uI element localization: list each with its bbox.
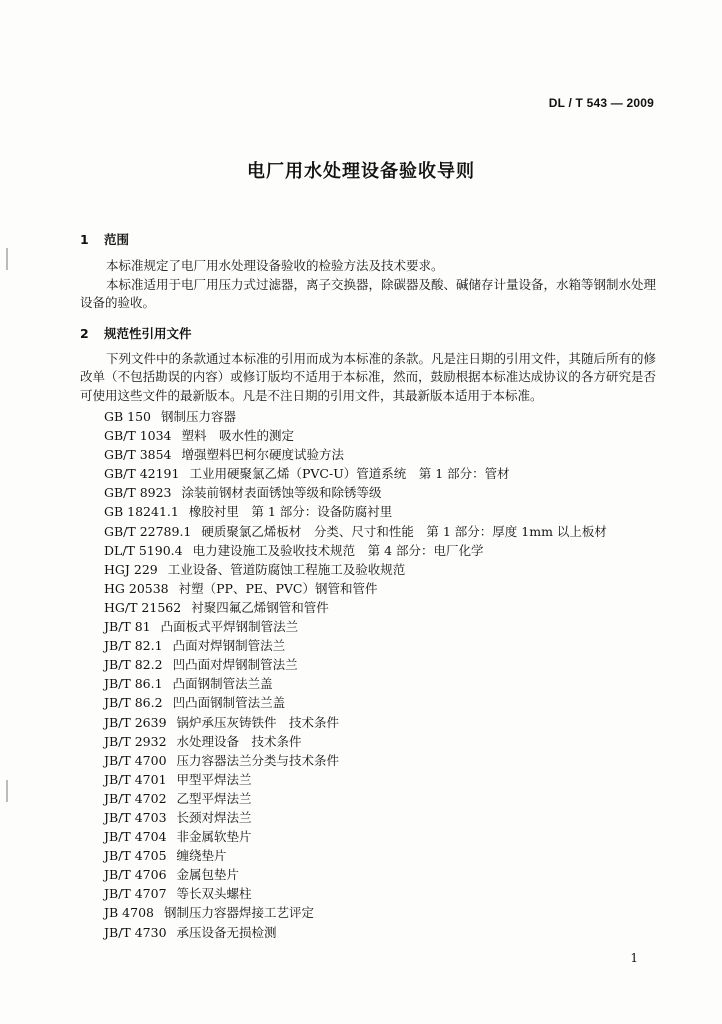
reference-code: JB/T 86.1: [104, 676, 163, 692]
reference-title: 衬塑（PP、PE、PVC）钢管和管件: [178, 580, 378, 596]
reference-code: GB/T 42191: [104, 466, 180, 482]
reference-item: [104, 732, 607, 751]
reference-title: 工业设备、管道防腐蚀工程施工及验收规范: [167, 561, 406, 577]
reference-code: JB/T 82.2: [104, 657, 163, 673]
section-title: 范围: [104, 232, 130, 247]
reference-item: [104, 751, 607, 770]
reference-title: 缠绕垫片: [176, 848, 227, 864]
reference-code: GB 150: [104, 409, 152, 424]
reference-code: JB/T 4705: [104, 848, 167, 864]
reference-item: [104, 923, 607, 942]
reference-item: [104, 846, 607, 865]
reference-item: [104, 903, 607, 922]
section-title: 规范性引用文件: [104, 326, 192, 341]
reference-title: 衬聚四氟乙烯钢管和管件: [191, 599, 329, 615]
reference-item: [104, 579, 607, 598]
reference-title: 工业用硬聚氯乙烯（PVC-U）管道系统 第 1 部分：管材: [189, 466, 510, 482]
reference-item: [104, 483, 607, 502]
reference-title: 承压设备无损检测: [176, 924, 277, 940]
paragraph: 本标准适用于电厂用压力式过滤器，离子交换器，除碳器及酸、碱储存计量设备，水箱等钢制水处理设备的验收。: [80, 276, 657, 310]
reference-title: 凹凸面钢制管法兰盖: [172, 695, 286, 711]
section-heading-references: [80, 324, 192, 342]
document-code: DL / T 543 — 2009: [548, 96, 654, 110]
reference-code: JB/T 4706: [104, 867, 167, 883]
reference-item: [104, 598, 607, 617]
reference-title: 水处理设备 技术条件: [176, 733, 302, 749]
reference-item: [104, 789, 607, 808]
reference-title: 钢制压力容器: [161, 409, 237, 424]
reference-item: [104, 617, 607, 636]
reference-code: DL/T 5190.4: [104, 542, 183, 558]
reference-item: [104, 560, 607, 579]
reference-item: [104, 636, 607, 655]
reference-title: 乙型平焊法兰: [176, 790, 252, 806]
reference-title: 凸面对焊钢制管法兰: [172, 638, 286, 654]
reference-title: 凸面板式平焊钢制管法兰: [160, 619, 299, 635]
section-number: 2: [80, 326, 89, 341]
reference-code: JB/T 86.2: [104, 695, 163, 711]
reference-item: [104, 674, 607, 693]
scan-artifact: [6, 780, 8, 802]
reference-item: [104, 884, 607, 903]
section-number: 1: [80, 232, 89, 247]
reference-code: JB 4708: [104, 905, 154, 921]
reference-item: [104, 426, 607, 445]
reference-title: 甲型平焊法兰: [176, 771, 252, 787]
reference-title: 硬质聚氯乙烯板材 分类、尺寸和性能 第 1 部分：厚度 1mm 以上板材: [201, 523, 607, 539]
reference-title: 锅炉承压灰铸铁件 技术条件: [176, 714, 340, 730]
reference-code: JB/T 81: [104, 619, 151, 635]
reference-title: 金属包垫片: [176, 867, 240, 883]
reference-item: [104, 713, 607, 732]
reference-item: [104, 808, 607, 827]
reference-code: GB/T 22789.1: [104, 523, 192, 539]
scan-artifact: [6, 248, 8, 270]
reference-title: 增强塑料巴柯尔硬度试验方法: [181, 447, 345, 463]
reference-code: JB/T 4704: [104, 829, 167, 845]
reference-item: [104, 502, 607, 521]
section-heading-scope: [80, 230, 129, 248]
reference-code: GB/T 1034: [104, 428, 172, 444]
reference-title: 橡胶衬里 第 1 部分：设备防腐衬里: [188, 504, 393, 520]
reference-title: 非金属软垫片: [176, 829, 252, 845]
reference-item: [104, 865, 607, 884]
reference-title: 凹凸面对焊钢制管法兰: [172, 657, 298, 673]
page-number: 1: [630, 951, 638, 965]
reference-item: [104, 407, 607, 426]
reference-code: JB/T 4702: [104, 790, 167, 806]
reference-title: 等长双头螺柱: [176, 886, 252, 902]
reference-item: [104, 770, 607, 789]
reference-code: HGJ 229: [104, 561, 158, 577]
reference-item: [104, 541, 607, 560]
reference-item: [104, 522, 607, 541]
reference-code: JB/T 82.1: [104, 638, 163, 654]
reference-code: JB/T 4730: [104, 924, 167, 940]
reference-title: 凸面钢制管法兰盖: [172, 676, 273, 692]
paragraph: 本标准规定了电厂用水处理设备验收的检验方法及技术要求。: [106, 257, 444, 273]
reference-item: [104, 827, 607, 846]
reference-code: GB 18241.1: [104, 504, 179, 520]
paragraph: 下列文件中的条款通过本标准的引用而成为本标准的条款。凡是注日期的引用文件，其随后所有的修改单（不包括勘误的内容）或修订版均不适用于本标准，然而，鼓励根据本标准达成协议的各方研究是否可使用这些文件的最新版本。凡是不注日期的引用文件，其最新版本适用于本标准。: [80, 350, 657, 403]
reference-code: JB/T 2932: [104, 733, 167, 749]
reference-title: 压力容器法兰分类与技术条件: [176, 752, 340, 768]
reference-code: JB/T 4703: [104, 809, 167, 825]
reference-title: 塑料 吸水性的测定: [181, 428, 295, 444]
reference-code: GB/T 3854: [104, 447, 172, 463]
reference-item: [104, 655, 607, 674]
reference-code: HG 20538: [104, 580, 169, 596]
reference-code: JB/T 4701: [104, 771, 167, 787]
reference-item: [104, 693, 607, 712]
reference-code: JB/T 2639: [104, 714, 167, 730]
reference-title: 钢制压力容器焊接工艺评定: [163, 905, 314, 921]
reference-title: 涂装前钢材表面锈蚀等级和除锈等级: [181, 485, 382, 501]
reference-item: [104, 445, 607, 464]
document-title: 电厂用水处理设备验收导则: [247, 161, 475, 182]
reference-list: [104, 407, 607, 942]
reference-title: 电力建设施工及验收技术规范 第 4 部分：电厂化学: [192, 542, 484, 558]
reference-code: JB/T 4700: [104, 752, 167, 768]
reference-code: GB/T 8923: [104, 485, 172, 501]
reference-title: 长颈对焊法兰: [176, 809, 252, 825]
reference-code: HG/T 21562: [104, 599, 182, 615]
reference-code: JB/T 4707: [104, 886, 167, 902]
reference-item: [104, 464, 607, 483]
